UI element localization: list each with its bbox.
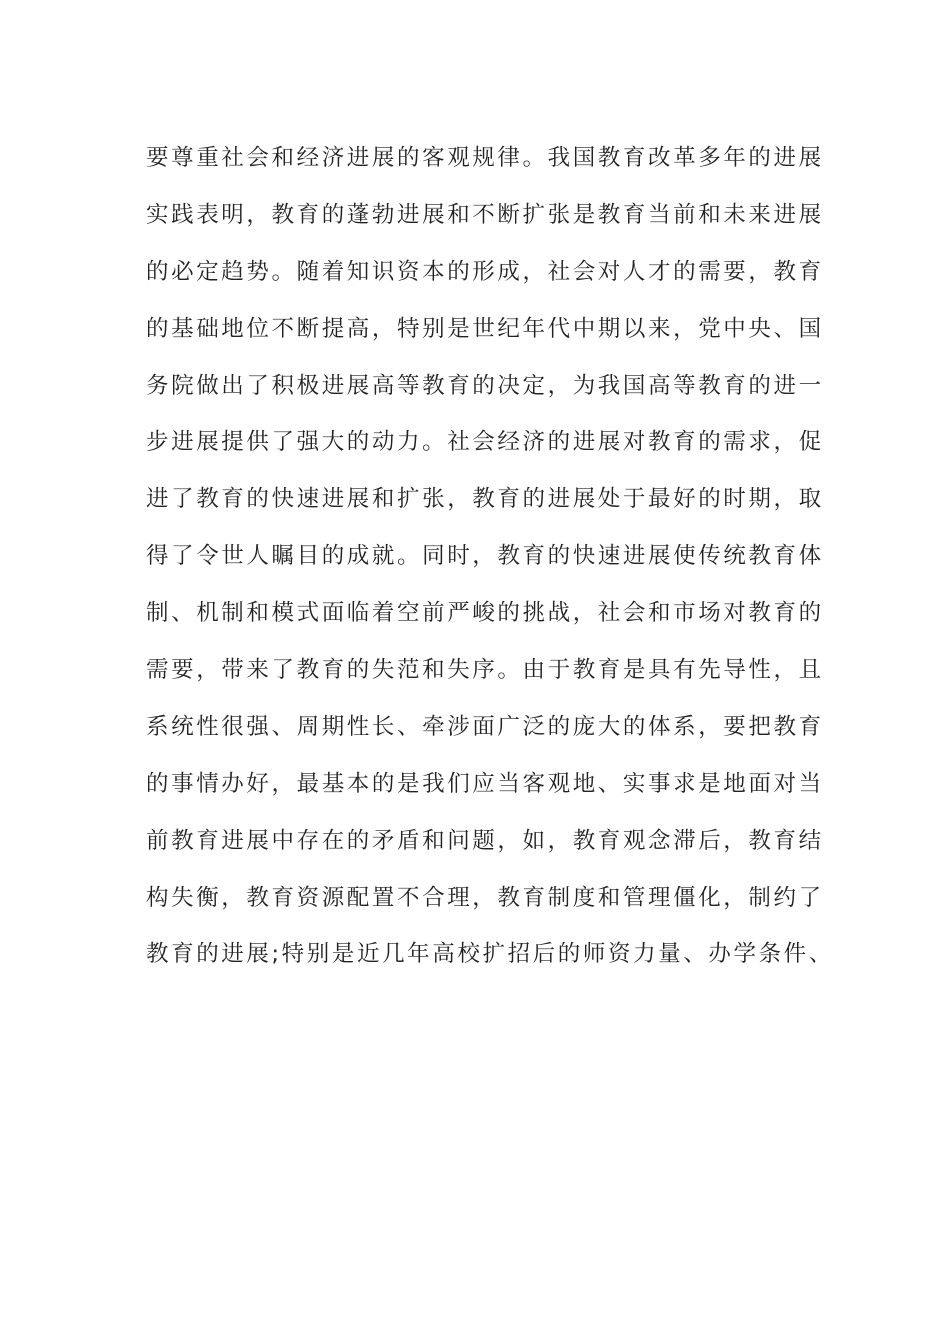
text-line-11: 系统性很强、周期性长、牵涉面广泛的庞大的体系，要把教育: [146, 713, 824, 740]
text-line-9: 制、机制和模式面临着空前严峻的挑战，社会和市场对教育的: [146, 600, 824, 627]
text-line-5: 务院做出了积极进展高等教育的决定，为我国高等教育的进一: [146, 372, 824, 399]
text-line-3: 的必定趋势。随着知识资本的形成，社会对人才的需要，教育: [146, 258, 824, 285]
text-line-14: 构失衡，教育资源配置不合理，教育制度和管理僵化，制约了: [146, 884, 824, 911]
text-line-4: 的基础地位不断提高，特别是世纪年代中期以来，党中央、国: [146, 315, 824, 342]
text-line-12: 的事情办好，最基本的是我们应当客观地、实事求是地面对当: [146, 770, 824, 797]
text-line-6: 步进展提供了强大的动力。社会经济的进展对教育的需求，促: [146, 429, 824, 456]
text-line-10: 需要，带来了教育的失范和失序。由于教育是具有先导性，且: [146, 657, 824, 684]
text-line-1: 要尊重社会和经济进展的客观规律。我国教育改革多年的进展: [146, 145, 824, 171]
text-line-8: 得了令世人瞩目的成就。同时，教育的快速进展使传统教育体: [146, 543, 824, 570]
text-line-13: 前教育进展中存在的矛盾和问题，如，教育观念滞后，教育结: [146, 827, 824, 854]
text-line-7: 进了教育的快速进展和扩张，教育的进展处于最好的时期，取: [146, 486, 824, 513]
text-line-15: 教育的进展;特别是近几年高校扩招后的师资力量、办学条件、: [146, 941, 834, 968]
text-line-2: 实践表明，教育的蓬勃进展和不断扩张是教育当前和未来进展: [146, 201, 824, 228]
body-text: [146, 130, 834, 983]
